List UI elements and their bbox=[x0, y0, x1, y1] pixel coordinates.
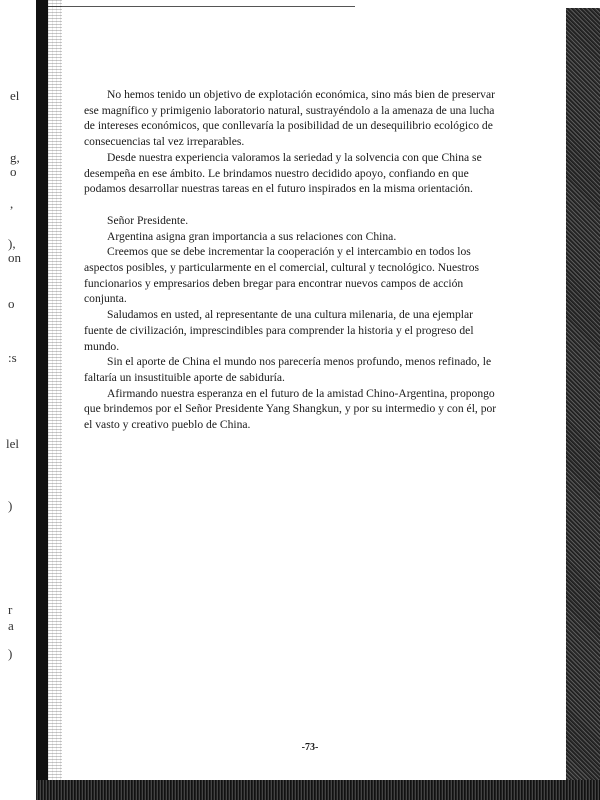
salutation: Señor Presidente. bbox=[107, 213, 189, 227]
gutter-fragment: g, bbox=[10, 150, 20, 165]
binding-speckle bbox=[48, 0, 62, 800]
gutter-fragment: ) bbox=[8, 498, 13, 513]
paragraph: Desde nuestra experiencia valoramos la seriedad y la solvencia con que China se desempeña en ese ámbito. Le brindamos nuestro decidido apoyo, confiando en que podamos desarrollar nuestras tareas en el futuro inspirados en la misma orientación. bbox=[84, 150, 482, 196]
paragraph: Afirmando nuestra esperanza en el futuro de la amistad Chino-Argentina, propongo que brindemos por el Señor Presidente Yang Shangkun, y por su intermedio y con él, por el vasto y creativo pueblo de China. bbox=[84, 386, 497, 432]
gutter-fragment: :s bbox=[8, 350, 17, 365]
page-number: -73- bbox=[301, 742, 319, 753]
gutter-fragment: el bbox=[10, 88, 20, 103]
gutter-fragment: ) bbox=[8, 646, 13, 661]
paragraph: No hemos tenido un objetivo de explotación económica, sino más bien de preservar ese magnífico y primigenio laboratorio natural, sustrayéndolo a la amenaza de una lucha de intereses económicos, que conllevaría la posibilidad de un desequilibrio ecológico de consecuencias tal vez irreparables. bbox=[84, 88, 495, 149]
paragraph-spacer bbox=[84, 197, 504, 213]
gutter-fragment: a bbox=[8, 618, 14, 633]
binding-shadow bbox=[36, 0, 48, 800]
page-edge-bottom bbox=[36, 780, 600, 800]
gutter-fragment: r bbox=[8, 602, 13, 617]
paragraph: Creemos que se debe incrementar la cooperación y el intercambio en todos los aspectos posibles, y particularmente en el comercial, cultural y tecnológico. Nuestros funcionarios y empresarios deben bregar para encontrar nuevos campos de acción conjunta. bbox=[84, 245, 480, 306]
gutter-fragment: , bbox=[10, 196, 14, 211]
page-edge-right bbox=[566, 8, 600, 800]
top-rule bbox=[40, 6, 355, 7]
body-text bbox=[84, 87, 504, 433]
paragraph: Argentina asigna gran importancia a sus relaciones con China. bbox=[107, 229, 397, 243]
gutter-fragment: ), bbox=[8, 236, 16, 251]
paragraph: Sin el aporte de China el mundo nos parecería menos profundo, menos refinado, le faltaría un insustituible aporte de sabiduría. bbox=[84, 355, 492, 384]
gutter-fragment: on bbox=[8, 250, 21, 265]
gutter-fragment: o bbox=[10, 164, 17, 179]
gutter-fragment: lel bbox=[6, 436, 19, 451]
facing-page-gutter bbox=[0, 0, 36, 800]
paragraph: Saludamos en usted, al representante de una cultura milenaria, de una ejemplar fuente de civilización, imprescindibles para comprender la historia y el progreso del mundo. bbox=[84, 308, 474, 353]
gutter-fragment: o bbox=[8, 296, 15, 311]
